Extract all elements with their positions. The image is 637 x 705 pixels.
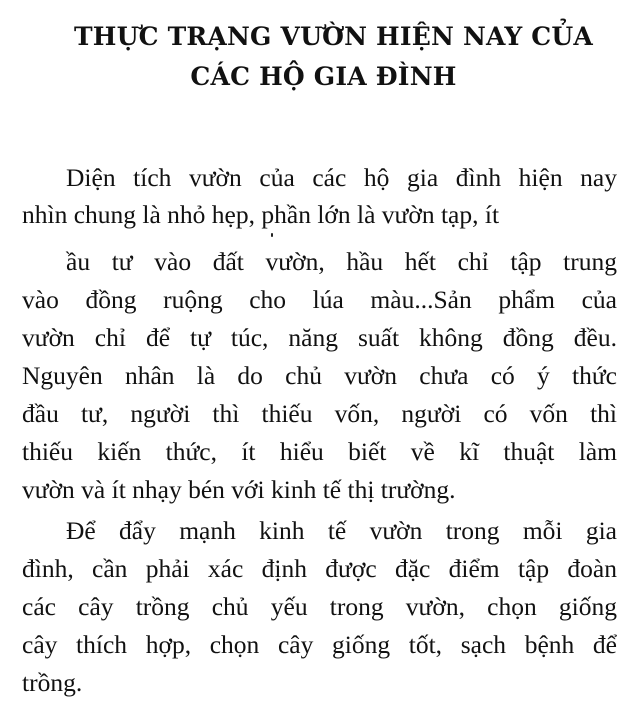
paragraph-2-line-3: vườn chỉ để tự túc, năng suất không đồng đều. [22,323,617,352]
paragraph-2-line-1: ầu tư vào đất vườn, hầu hết chỉ tập trung [66,247,617,276]
paragraph-3-line-4: cây thích hợp, chọn cây giống tốt, sạch bệnh để [22,630,617,659]
paragraph-2-line-6: thiếu kiến thức, ít hiểu biết về kĩ thuật làm [22,437,617,466]
paragraph-3-line-2: đình, cần phải xác định được đặc điểm tập đoàn [22,554,617,583]
paragraph-3-line-1: Để đẩy mạnh kinh tế vườn trong mỗi gia [66,516,617,545]
paragraph-3-line-3: các cây trồng chủ yếu trong vườn, chọn giống [22,592,617,621]
page-title-line-1: THỰC TRẠNG VƯỜN HIỆN NAY CỦA [73,22,593,51]
paragraph-2-line-4: Nguyên nhân là do chủ vườn chưa có ý thức [22,361,617,390]
paragraph-2-line-7: vườn và ít nhạy bén với kinh tế thị trường. [22,475,456,504]
paragraph-1-line-2: nhìn chung là nhỏ hẹp, phần lớn là vườn tạp, ít [22,200,500,229]
paragraph-2-line-2: vào đồng ruộng cho lúa màu...Sản phẩm của [22,285,617,314]
page-title-line-2: CÁC HỘ GIA ĐÌNH [190,62,457,91]
print-speck [271,233,273,237]
paragraph-3-line-5: trồng. [22,668,83,697]
paragraph-2-line-5: đầu tư, người thì thiếu vốn, người có vốn thì [22,399,617,428]
paragraph-1-line-1: Diện tích vườn của các hộ gia đình hiện nay [66,163,617,192]
